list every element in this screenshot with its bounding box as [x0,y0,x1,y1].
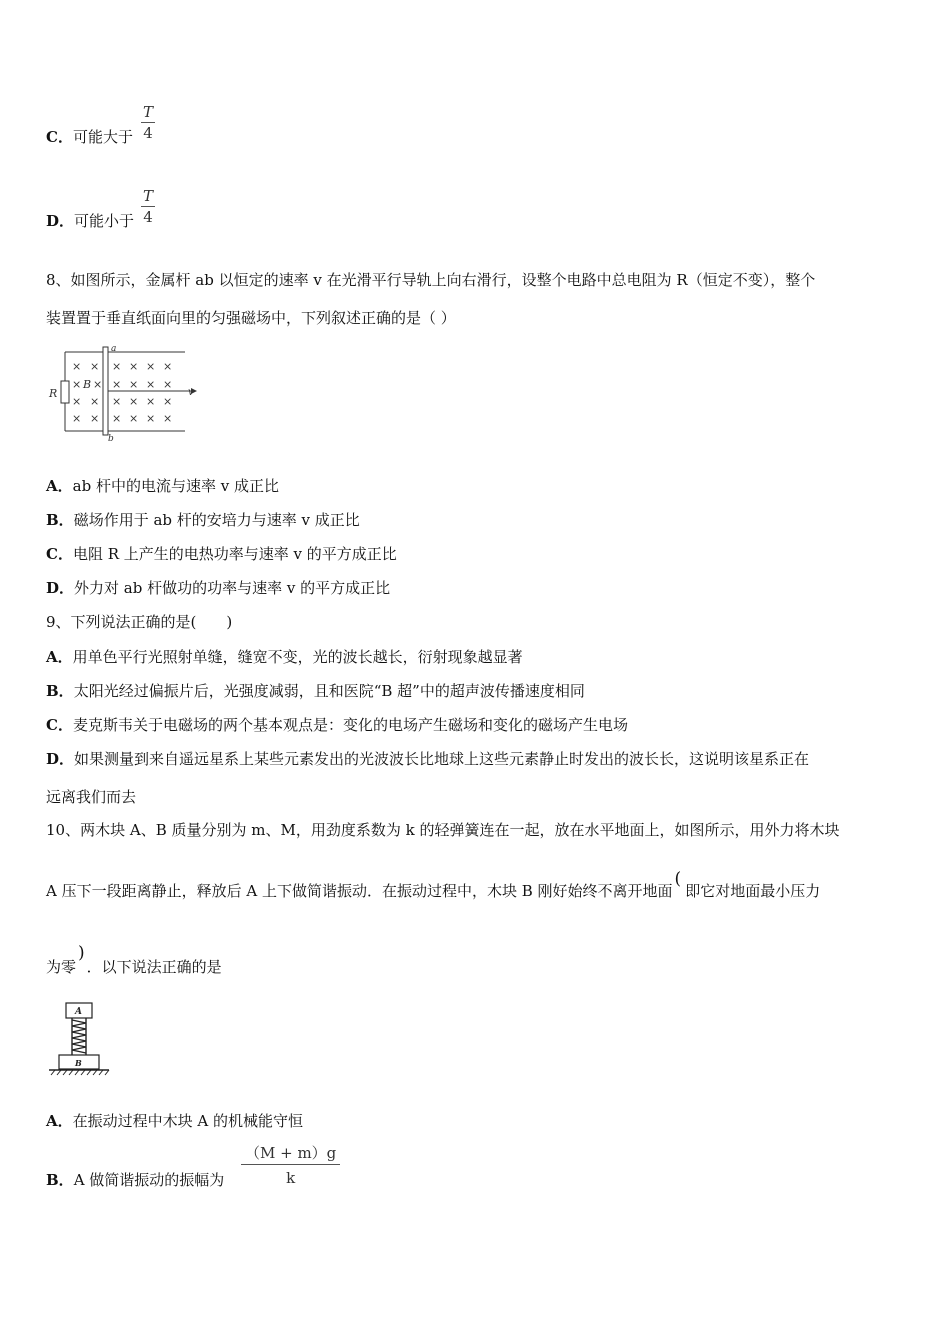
q8-stem-line1: 8、如图所示，金属杆 ab 以恒定的速率 v 在光滑平行导轨上向右滑行，设整个电路中总电阻为 R（恒定不变），整个 [46,271,816,289]
q10-stem-line3: 为零)．以下说法正确的是 [46,943,222,976]
svg-text:×: × [112,412,122,425]
svg-text:×: × [72,378,82,391]
amplitude-fraction: $\frac{(M + m)g}{k}$ [241,1142,340,1191]
svg-text:×: × [129,395,139,408]
svg-text:a: a [111,344,117,354]
q10-option-b: B．A 做简谐振动的振幅为 [46,1171,225,1189]
svg-text:×: × [112,378,122,391]
svg-text:R: R [49,387,58,400]
q8-option-d: D．外力对 ab 杆做功的功率与速率 v 的平方成正比 [46,579,391,597]
svg-text:B: B [75,1058,82,1068]
svg-text:v: v [188,387,194,398]
svg-text:×: × [90,360,100,373]
svg-text:×: × [163,412,173,425]
svg-text:×: × [146,412,156,425]
q10-option-a: A．在振动过程中木块 A 的机械能守恒 [46,1112,304,1130]
q9-option-b: B．太阳光经过偏振片后，光强度减弱，且和医院“B 超”中的超声波传播速度相同 [46,682,585,700]
q8-option-c: C．电阻 R 上产生的电热功率与速率 v 的平方成正比 [46,545,397,563]
svg-text:×: × [163,360,173,373]
q8-stem-line2: 装置置于垂直纸面向里的匀强磁场中，下列叙述正确的是（ ） [46,309,456,327]
q8-option-a: A．ab 杆中的电流与速率 v 成正比 [46,477,279,495]
q8-circuit-figure [45,343,205,443]
q7-option-c [46,127,133,147]
svg-text:×: × [163,378,173,391]
svg-text:×: × [72,360,82,373]
svg-text:×: × [72,412,82,425]
svg-text:b: b [108,434,114,443]
q9-option-d: D．如果测量到来自遥远星系上某些元素发出的光波波长比地球上这些元素静止时发出的波长长，这说明该星系正在 [46,750,810,768]
svg-text:B: B [83,378,92,391]
svg-text:×: × [93,378,103,391]
fraction-t-over-4-d: $\frac{T}{4}$ [143,187,154,226]
svg-text:A: A [75,1007,82,1017]
svg-text:×: × [129,378,139,391]
svg-text:×: × [90,412,100,425]
svg-text:×: × [112,395,122,408]
option-label: C． [46,128,73,146]
q10-stem-line2: A 压下一段距离静止，释放后 A 上下做简谐振动．在振动过程中，木块 B 刚好始终不离开地面(即它对地面最小压力 [46,869,821,900]
q7-option-d [46,211,134,231]
q9-option-c: C．麦克斯韦关于电磁场的两个基本观点是：变化的电场产生磁场和变化的磁场产生电场 [46,716,628,734]
svg-text:×: × [129,412,139,425]
option-label: D． [46,212,75,230]
fraction-t-over-4-c: $\frac{T}{4}$ [143,103,154,142]
q9-stem: 9、下列说法正确的是( ) [46,613,233,631]
svg-text:×: × [146,395,156,408]
paren-close: ) [78,943,85,963]
paren-open: ( [674,869,682,889]
svg-text:×: × [112,360,122,373]
q8-option-b: B．磁场作用于 ab 杆的安培力与速率 v 成正比 [46,511,360,529]
q9-option-a: A．用单色平行光照射单缝，缝宽不变，光的波长越长，衍射现象越显著 [46,648,523,666]
svg-text:×: × [163,395,173,408]
svg-text:×: × [129,360,139,373]
q10-stem-line1: 10、两木块 A、B 质量分别为 m、M，用劲度系数为 k 的轻弹簧连在一起，放在水平地面上，如图所示，用外力将木块 [46,821,840,839]
q10-spring-block-figure [45,1000,115,1080]
q9-option-d-continued: 远离我们而去 [46,788,137,806]
svg-text:×: × [146,360,156,373]
option-text: 可能大于 [72,128,133,146]
option-text: 可能小于 [74,212,135,230]
svg-text:×: × [72,395,82,408]
svg-text:×: × [146,378,156,391]
svg-text:×: × [90,395,100,408]
